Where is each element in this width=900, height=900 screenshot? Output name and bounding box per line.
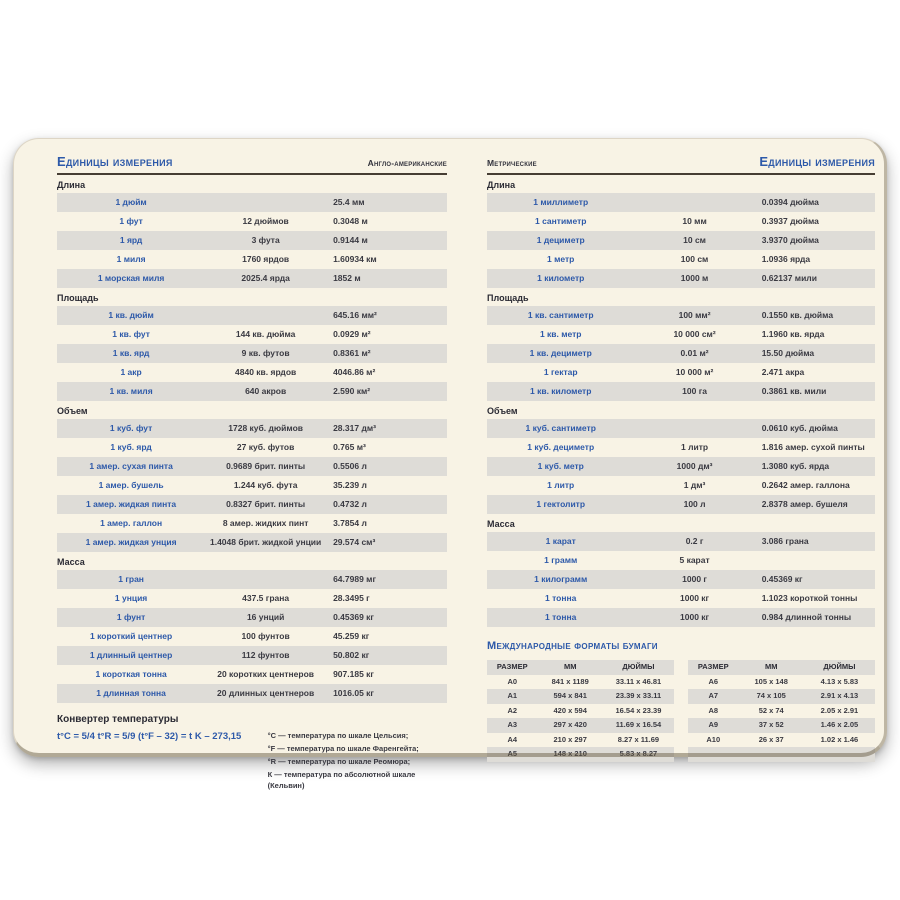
table-row — [57, 495, 447, 514]
section-label: Площадь — [57, 293, 99, 303]
table-row — [57, 646, 447, 665]
equivalent-cell: 12 дюймов — [242, 216, 289, 226]
paper-size-cell: A2 — [507, 705, 518, 715]
equivalent-cell: 100 см — [680, 254, 709, 264]
section-label: Масса — [487, 519, 515, 529]
paper-mm-cell: 37 x 52 — [758, 720, 784, 729]
table-row — [487, 382, 875, 401]
unit-cell: 1 амер. сухая пинта — [89, 461, 173, 471]
equivalent-cell: 1760 ярдов — [242, 254, 290, 264]
unit-cell: 1 кв. фут — [112, 329, 150, 339]
paper-size-cell: A4 — [507, 734, 518, 744]
unit-cell: 1 амер. галлон — [100, 518, 163, 528]
unit-cell: 1 карат — [545, 536, 576, 546]
value-cell: 1852 м — [333, 273, 361, 283]
temperature-note: °F — температура по шкале Фаренгейта; — [267, 744, 419, 754]
equivalent-cell: 0.01 м² — [680, 348, 709, 358]
value-cell: 0.62137 мили — [761, 273, 817, 283]
notebook-spread — [13, 138, 887, 790]
unit-cell: 1 тонна — [545, 593, 577, 603]
unit-cell: 1 кв. дюйм — [108, 310, 154, 320]
value-cell: 0.45369 кг — [333, 612, 374, 622]
value-cell: 0.0610 куб. дюйма — [761, 423, 838, 433]
section-label: Длина — [57, 180, 86, 190]
unit-cell: 1 морская миля — [97, 273, 165, 283]
unit-cell: 1 километр — [537, 273, 585, 283]
table-row — [487, 212, 875, 231]
paper-mm-cell: 26 x 37 — [758, 734, 784, 744]
equivalent-cell: 27 куб. футов — [236, 442, 295, 452]
paper-row — [487, 747, 674, 762]
unit-section — [487, 293, 875, 401]
header-rule — [487, 173, 875, 175]
unit-cell: 1 литр — [547, 480, 575, 490]
value-cell: 0.8361 м² — [333, 348, 371, 358]
equivalent-cell: 112 фунтов — [241, 650, 290, 660]
equivalent-cell: 144 кв. дюйма — [235, 329, 296, 339]
equivalent-cell: 9 кв. футов — [241, 348, 290, 358]
paper-size-cell — [688, 747, 738, 762]
table-row — [57, 231, 447, 250]
paper-mm-cell: 841 x 1189 — [551, 676, 589, 686]
value-cell: 0.4732 л — [333, 499, 367, 509]
paper-header-cell: РАЗМЕР — [496, 662, 528, 671]
equivalent-cell: 10 000 м² — [675, 367, 714, 377]
equivalent-cell: 1 литр — [681, 442, 709, 452]
unit-cell: 1 длинная тонна — [96, 688, 166, 698]
equivalent-cell: 100 га — [682, 386, 707, 396]
value-cell: 0.3861 кв. мили — [761, 386, 827, 396]
value-cell: 28.317 дм³ — [333, 423, 376, 433]
unit-cell: 1 гектолитр — [536, 499, 586, 509]
table-row — [57, 514, 447, 533]
table-row — [57, 419, 447, 438]
paper-mm-cell: 105 x 148 — [754, 676, 788, 686]
equivalent-cell: 20 длинных центнеров — [217, 688, 315, 698]
equivalent-cell: 1000 кг — [680, 612, 710, 622]
table-row — [57, 570, 447, 589]
value-cell: 0.2642 амер. галлона — [761, 480, 850, 490]
paper-inch-cell: 33.11 x 46.81 — [615, 676, 662, 686]
unit-section — [57, 557, 447, 703]
equivalent-cell: 100 мм² — [678, 310, 711, 320]
temperature-formula: t°C = 5/4 t°R = 5/9 (t°F – 32) = t K – 273,15 — [57, 731, 242, 742]
temperature-converter — [57, 714, 447, 794]
equivalent-cell: 1728 куб. дюймов — [228, 423, 303, 433]
value-cell: 45.259 кг — [333, 631, 370, 641]
value-cell: 0.3048 м — [333, 216, 368, 226]
value-cell: 0.5506 л — [333, 461, 367, 471]
table-row — [487, 325, 875, 344]
paper-header-cell: ДЮЙМЫ — [823, 662, 856, 671]
paper-row — [688, 718, 875, 733]
section-label: Площадь — [487, 293, 529, 303]
paper-row — [688, 704, 875, 719]
value-cell: 0.1550 кв. дюйма — [761, 310, 834, 320]
value-cell: 1.816 амер. сухой пинты — [761, 442, 865, 452]
unit-tables-left — [57, 180, 447, 703]
paper-row — [487, 704, 674, 719]
table-row — [57, 269, 447, 288]
section-label: Объем — [57, 406, 88, 416]
equivalent-cell: 1000 м — [680, 273, 709, 283]
unit-cell: 1 метр — [547, 254, 575, 264]
equivalent-cell: 100 л — [683, 499, 706, 509]
unit-cell: 1 сантиметр — [535, 216, 587, 226]
paper-row — [487, 718, 674, 733]
table-row — [487, 532, 875, 551]
temperature-note: °R — температура по шкале Реомюра; — [267, 757, 411, 767]
paper-size-cell: A10 — [706, 734, 721, 744]
unit-cell: 1 кв. дециметр — [529, 348, 592, 358]
paper-size-cell: A6 — [708, 676, 719, 686]
unit-cell: 1 ярд — [119, 235, 143, 245]
unit-cell: 1 фут — [119, 216, 143, 226]
table-row — [57, 665, 447, 684]
temperature-note: °C — температура по шкале Цельсия; — [267, 731, 409, 740]
equivalent-cell: 3 фута — [251, 235, 280, 245]
table-row — [487, 608, 875, 627]
value-cell: 15.50 дюйма — [761, 348, 815, 358]
paper-inch-cell — [804, 747, 875, 762]
value-cell: 50.802 кг — [333, 650, 370, 660]
temperature-notes — [268, 731, 447, 794]
unit-cell: 1 дюйм — [115, 197, 147, 207]
equivalent-cell: 1 дм³ — [683, 480, 706, 490]
value-cell: 29.574 см³ — [333, 537, 376, 547]
paper-mm-cell: 148 x 210 — [553, 749, 587, 758]
unit-cell: 1 короткая тонна — [95, 669, 167, 679]
value-cell — [755, 551, 875, 570]
equivalent-cell: 1000 дм³ — [676, 461, 713, 471]
page-header-right — [487, 154, 875, 169]
value-cell: 3.086 грана — [761, 536, 809, 546]
paper-row — [688, 689, 875, 704]
page-title: Единицы измерения — [57, 154, 173, 169]
temperature-note: К — температура по абсолютной шкале (Кельвин) — [267, 770, 416, 790]
paper-formats — [487, 640, 875, 762]
unit-section — [487, 519, 875, 627]
equivalent-cell: 100 фунтов — [241, 631, 290, 641]
paper-tables — [487, 660, 875, 762]
equivalent-cell: 1.4048 брит. жидкой унции — [209, 537, 322, 547]
equivalent-cell: 16 унций — [246, 612, 285, 622]
paper-mm-cell: 420 x 594 — [553, 705, 587, 715]
value-cell: 0.3937 дюйма — [761, 216, 819, 226]
unit-cell: 1 миллиметр — [533, 197, 589, 207]
unit-cell: 1 кв. миля — [109, 386, 153, 396]
paper-header-cell: ММ — [764, 662, 778, 671]
value-cell: 0.45369 кг — [761, 574, 803, 584]
value-cell: 1.60934 км — [333, 254, 377, 264]
equivalent-cell: 2025.4 ярда — [241, 273, 290, 283]
table-row — [57, 325, 447, 344]
table-row — [487, 250, 875, 269]
table-row — [57, 193, 447, 212]
paper-size-cell: A9 — [708, 720, 719, 729]
unit-section — [487, 180, 875, 288]
paper-inch-cell: 1.46 x 2.05 — [820, 720, 859, 729]
unit-cell: 1 куб. ярд — [110, 442, 152, 452]
paper-row — [688, 747, 875, 762]
unit-cell: 1 амер. жидкая пинта — [86, 499, 177, 509]
unit-cell: 1 дециметр — [536, 235, 585, 245]
section-label: Масса — [57, 557, 85, 567]
table-row — [487, 438, 875, 457]
equivalent-cell: 1.244 куб. фута — [233, 480, 298, 490]
unit-cell: 1 длинный центнер — [89, 650, 173, 660]
unit-cell: 1 гран — [118, 574, 144, 584]
value-cell: 3.7854 л — [333, 518, 367, 528]
paper-inch-cell: 23.39 x 33.11 — [615, 691, 662, 700]
equivalent-cell: 0.2 г — [685, 536, 704, 546]
paper-mm-cell: 297 x 420 — [553, 720, 587, 729]
paper-formats-title: Международные форматы бумаги — [487, 640, 658, 652]
paper-row — [688, 733, 875, 748]
equivalent-cell: 1000 г — [682, 574, 707, 584]
table-row — [487, 495, 875, 514]
paper-header-row — [688, 660, 875, 675]
table-row — [487, 570, 875, 589]
paper-mm-cell: 74 x 105 — [756, 691, 786, 700]
value-cell: 1.0936 ярда — [761, 254, 811, 264]
value-cell: 35.239 л — [333, 480, 367, 490]
paper-inch-cell: 1.02 x 1.46 — [820, 734, 859, 744]
equivalent-cell: 4840 кв. ярдов — [235, 367, 297, 377]
paper-inch-cell: 2.91 x 4.13 — [820, 691, 859, 700]
table-row — [57, 589, 447, 608]
paper-row — [688, 675, 875, 690]
unit-section — [487, 406, 875, 514]
paper-inch-cell: 11.69 x 16.54 — [615, 720, 662, 729]
paper-table-right — [688, 660, 875, 762]
table-row — [487, 344, 875, 363]
table-row — [487, 231, 875, 250]
table-row — [57, 608, 447, 627]
value-cell: 3.9370 дюйма — [761, 235, 819, 245]
value-cell: 2.471 акра — [761, 367, 805, 377]
equivalent-cell: 437.5 грана — [242, 593, 290, 603]
page-subtitle: Англо-американские — [367, 158, 447, 168]
table-row — [487, 193, 875, 212]
unit-cell: 1 килограмм — [534, 574, 588, 584]
table-row — [57, 476, 447, 495]
table-row — [57, 250, 447, 269]
table-row — [487, 476, 875, 495]
unit-tables-right — [487, 180, 875, 627]
equivalent-cell: 8 амер. жидких пинт — [222, 518, 309, 528]
page-right — [487, 154, 875, 762]
table-row — [57, 363, 447, 382]
table-row — [57, 684, 447, 703]
unit-cell: 1 тонна — [545, 612, 577, 622]
paper-inch-cell: 5.83 x 8.27 — [619, 749, 658, 758]
value-cell: 907.185 кг — [333, 669, 374, 679]
equivalent-cell: 0.9689 брит. пинты — [226, 461, 306, 471]
table-row — [57, 306, 447, 325]
temperature-body — [57, 731, 447, 794]
table-row — [487, 457, 875, 476]
value-cell: 64.7989 мг — [333, 574, 376, 584]
table-row — [487, 269, 875, 288]
paper-table-left — [487, 660, 674, 762]
equivalent-cell — [205, 306, 326, 325]
unit-section — [57, 293, 447, 401]
unit-cell: 1 куб. метр — [537, 461, 584, 471]
section-label: Объем — [487, 406, 518, 416]
value-cell: 2.590 км² — [333, 386, 371, 396]
unit-cell: 1 кв. ярд — [112, 348, 150, 358]
paper-header-cell: РАЗМЕР — [697, 662, 729, 671]
paper-mm-cell — [738, 747, 803, 762]
table-row — [487, 363, 875, 382]
table-row — [487, 589, 875, 608]
table-row — [57, 212, 447, 231]
table-row — [57, 627, 447, 646]
equivalent-cell: 20 коротких центнеров — [217, 669, 315, 679]
value-cell: 0.9144 м — [333, 235, 368, 245]
paper-mm-cell: 210 x 297 — [553, 734, 587, 744]
temperature-title: Конвертер температуры — [57, 714, 179, 725]
paper-inch-cell: 4.13 x 5.83 — [820, 676, 859, 686]
equivalent-cell: 10 000 см² — [673, 329, 716, 339]
unit-section — [57, 180, 447, 288]
value-cell: 25.4 мм — [333, 197, 365, 207]
unit-cell: 1 куб. дециметр — [527, 442, 595, 452]
unit-cell: 1 миля — [116, 254, 146, 264]
unit-cell: 1 унция — [114, 593, 148, 603]
table-row — [57, 457, 447, 476]
value-cell: 1.1960 кв. ярда — [761, 329, 825, 339]
unit-cell: 1 амер. бушель — [98, 480, 164, 490]
value-cell: 1016.05 кг — [333, 688, 374, 698]
table-row — [57, 438, 447, 457]
table-row — [487, 306, 875, 325]
value-cell: 0.984 длинной тонны — [761, 612, 852, 622]
header-rule — [57, 173, 447, 175]
paper-inch-cell: 8.27 x 11.69 — [617, 734, 660, 744]
paper-row — [487, 675, 674, 690]
unit-section — [57, 406, 447, 552]
value-cell: 645.16 мм² — [333, 310, 377, 320]
paper-size-cell: A3 — [507, 720, 518, 729]
unit-cell: 1 грамм — [544, 555, 578, 565]
table-row — [487, 419, 875, 438]
value-cell: 1.1023 короткой тонны — [761, 593, 858, 603]
unit-cell: 1 амер. жидкая унция — [85, 537, 177, 547]
table-row — [487, 551, 875, 570]
paper-size-cell: A7 — [708, 691, 719, 700]
unit-cell: 1 куб. сантиметр — [525, 423, 596, 433]
paper-row — [487, 733, 674, 748]
paper-row — [487, 689, 674, 704]
page-header-left — [57, 154, 447, 169]
paper-header-row — [487, 660, 674, 675]
unit-cell: 1 акр — [120, 367, 142, 377]
value-cell: 0.0929 м² — [333, 329, 371, 339]
equivalent-cell — [205, 193, 326, 212]
paper-inch-cell: 16.54 x 23.39 — [615, 705, 662, 715]
value-cell: 1.3080 куб. ярда — [761, 461, 830, 471]
unit-cell: 1 короткий центнер — [90, 631, 173, 641]
unit-cell: 1 гектар — [543, 367, 578, 377]
paper-header-cell: ММ — [563, 662, 577, 671]
section-label: Длина — [487, 180, 516, 190]
paper-mm-cell: 594 x 841 — [553, 691, 587, 700]
paper-inch-cell: 2.05 x 2.91 — [820, 705, 859, 715]
paper-header-cell: ДЮЙМЫ — [622, 662, 655, 671]
equivalent-cell: 640 акров — [245, 386, 287, 396]
unit-cell: 1 кв. метр — [539, 329, 582, 339]
table-row — [57, 382, 447, 401]
paper-size-cell: A0 — [507, 676, 518, 686]
page-subtitle: Метрические — [487, 158, 537, 168]
equivalent-cell — [205, 570, 326, 589]
paper-size-cell: A1 — [507, 691, 518, 700]
unit-cell: 1 фунт — [116, 612, 146, 622]
value-cell: 0.0394 дюйма — [761, 197, 819, 207]
value-cell: 4046.86 м² — [333, 367, 376, 377]
unit-cell: 1 кв. сантиметр — [527, 310, 594, 320]
table-row — [57, 533, 447, 552]
page-left — [57, 154, 447, 794]
equivalent-cell: 5 карат — [679, 555, 710, 565]
equivalent-cell: 10 см — [683, 235, 706, 245]
unit-cell: 1 куб. фут — [109, 423, 153, 433]
equivalent-cell — [634, 193, 754, 212]
equivalent-cell: 0.8327 брит. пинты — [226, 499, 306, 509]
page-title: Единицы измерения — [759, 154, 875, 169]
paper-size-cell: A8 — [708, 705, 719, 715]
equivalent-cell: 1000 кг — [680, 593, 710, 603]
value-cell: 28.3495 г — [333, 593, 370, 603]
paper-mm-cell: 52 x 74 — [758, 705, 784, 715]
unit-cell: 1 кв. километр — [530, 386, 592, 396]
paper-size-cell: A5 — [507, 749, 518, 758]
equivalent-cell — [634, 419, 754, 438]
equivalent-cell: 10 мм — [682, 216, 707, 226]
value-cell: 2.8378 амер. бушеля — [761, 499, 848, 509]
table-row — [57, 344, 447, 363]
value-cell: 0.765 м³ — [333, 442, 366, 452]
